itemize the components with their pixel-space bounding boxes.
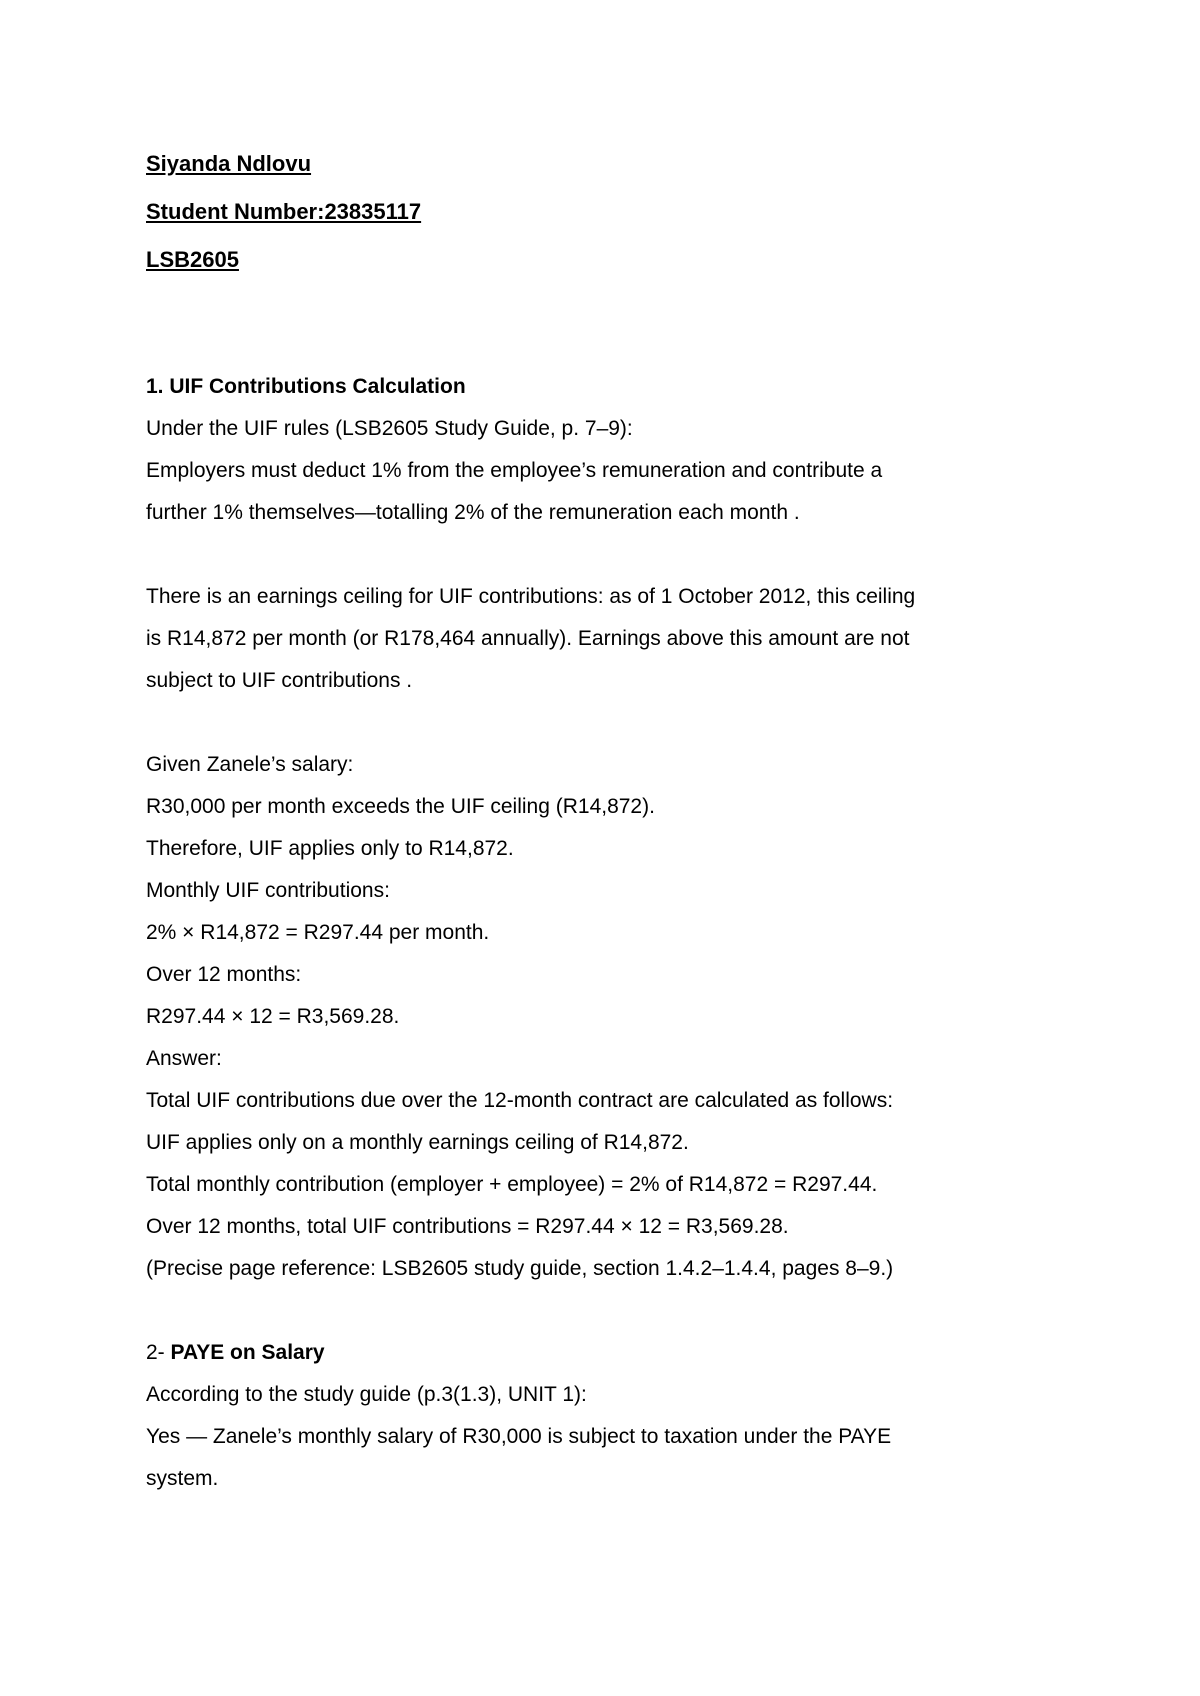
paragraph-line: Monthly UIF contributions:	[146, 879, 390, 902]
paragraph-line: Given Zanele’s salary:	[146, 753, 354, 776]
paragraph-line: Under the UIF rules (LSB2605 Study Guide, p. 7–9):	[146, 417, 633, 440]
paragraph-line: Total monthly contribution (employer + employee) = 2% of R14,872 = R297.44.	[146, 1173, 878, 1196]
paragraph-line: system.	[146, 1467, 219, 1490]
spacer	[146, 1290, 1086, 1332]
spacer	[146, 284, 1086, 366]
paragraph-line: R30,000 per month exceeds the UIF ceiling (R14,872).	[146, 795, 655, 818]
section-2-number: 2-	[146, 1341, 171, 1364]
section-1-title: 1. UIF Contributions Calculation	[146, 375, 466, 398]
document-body	[146, 140, 1086, 1500]
section-2-title: PAYE on Salary	[170, 1341, 325, 1364]
paragraph-line: There is an earnings ceiling for UIF contributions: as of 1 October 2012, this ceiling	[146, 585, 916, 608]
paragraph-line: UIF applies only on a monthly earnings ceiling of R14,872.	[146, 1131, 689, 1154]
paragraph-line: 2% × R14,872 = R297.44 per month.	[146, 921, 490, 944]
student-number: Student Number:23835117	[146, 199, 422, 224]
paragraph-line: (Precise page reference: LSB2605 study guide, section 1.4.2–1.4.4, pages 8–9.)	[146, 1257, 894, 1280]
paragraph-line: subject to UIF contributions .	[146, 669, 413, 692]
module-code: LSB2605	[146, 247, 239, 272]
spacer	[146, 702, 1086, 744]
paragraph-line: Total UIF contributions due over the 12-month contract are calculated as follows:	[146, 1089, 894, 1112]
paragraph-line: According to the study guide (p.3(1.3), UNIT 1):	[146, 1383, 587, 1406]
section-2-heading	[146, 1332, 1086, 1374]
paragraph-line: Employers must deduct 1% from the employee’s remuneration and contribute a	[146, 459, 883, 482]
paragraph-line: Yes — Zanele’s monthly salary of R30,000 is subject to taxation under the PAYE	[146, 1425, 892, 1448]
paragraph-line: Therefore, UIF applies only to R14,872.	[146, 837, 514, 860]
paragraph-line: Over 12 months, total UIF contributions = R297.44 × 12 = R3,569.28.	[146, 1215, 789, 1238]
paragraph-line: is R14,872 per month (or R178,464 annually). Earnings above this amount are not	[146, 627, 910, 650]
paragraph-line: Over 12 months:	[146, 963, 302, 986]
paragraph-line: further 1% themselves—totalling 2% of the remuneration each month .	[146, 501, 800, 524]
paragraph-line: R297.44 × 12 = R3,569.28.	[146, 1005, 400, 1028]
paragraph-line: Answer:	[146, 1047, 222, 1070]
student-name: Siyanda Ndlovu	[146, 151, 312, 176]
spacer	[146, 534, 1086, 576]
